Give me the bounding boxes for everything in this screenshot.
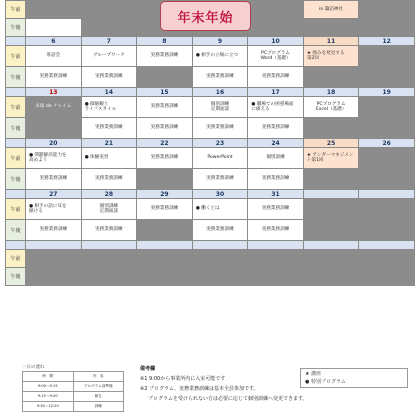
date-number: 18 — [303, 88, 359, 97]
am-schedule-cell: 実務業務訓練 — [137, 97, 193, 118]
date-number — [303, 190, 359, 199]
pm-schedule-cell — [26, 118, 82, 139]
pm-label: 午後 — [6, 220, 26, 241]
flow-activity: 訓練 — [73, 402, 124, 412]
daily-flow-row — [23, 392, 124, 402]
am-schedule-cell: グループワーク — [81, 46, 137, 67]
flow-time: 9:15～9:20 — [23, 392, 74, 402]
schedule-cell — [359, 19, 415, 37]
date-number: 17 — [248, 88, 304, 97]
schedule-cell — [248, 268, 304, 286]
schedule-cell — [81, 19, 137, 37]
date-number — [192, 241, 248, 250]
am-schedule-cell — [359, 46, 415, 67]
legend-item-course: ★ 講座 — [305, 371, 322, 377]
am-schedule-cell: ★ 強みを発見する 第2回 — [303, 46, 359, 67]
week-row-pm — [6, 169, 415, 190]
flow-header-time: 時 間 — [23, 372, 74, 382]
remarks-line: ※2 プログラム、実務業務訓練は基本全員参加です。 — [140, 386, 259, 392]
am-schedule-cell: 実務業務訓練 — [137, 148, 193, 169]
pm-schedule-cell — [137, 67, 193, 88]
pm-schedule-cell — [359, 220, 415, 241]
daily-flow-title: 一日の流れ — [22, 365, 45, 370]
legend-box — [300, 368, 408, 388]
date-number: 28 — [81, 190, 137, 199]
pm-schedule-cell — [303, 220, 359, 241]
am-schedule-cell: 実務業務訓練 — [248, 199, 304, 220]
week-row-pm — [6, 220, 415, 241]
date-header-row — [6, 241, 415, 250]
schedule-cell: in 諏訪神社 — [303, 1, 359, 19]
pm-schedule-cell: 実務業務訓練 — [26, 169, 82, 190]
am-label: 午前 — [6, 199, 26, 220]
schedule-cell — [26, 268, 82, 286]
flow-header-content: 内 容 — [73, 372, 124, 382]
pm-label: 午後 — [6, 118, 26, 139]
am-schedule-cell: 卓球 de チャイム — [26, 97, 82, 118]
week-row-am — [6, 250, 415, 268]
date-row-label — [6, 241, 26, 250]
schedule-cell — [359, 1, 415, 19]
am-schedule-cell: PowerPoint — [192, 148, 248, 169]
schedule-cell — [303, 268, 359, 286]
am-schedule-cell: ● 働くとは — [192, 199, 248, 220]
date-row-label — [6, 190, 26, 199]
pm-schedule-cell: 実務業務訓練 — [248, 118, 304, 139]
date-number: 10 — [248, 37, 304, 46]
schedule-cell — [26, 250, 82, 268]
date-number: 11 — [303, 37, 359, 46]
am-schedule-cell: ● 相手の立場に立つ — [192, 46, 248, 67]
am-label: 午前 — [6, 97, 26, 118]
pm-schedule-cell: 実務業務訓練 — [81, 118, 137, 139]
date-row-label — [6, 37, 26, 46]
pm-schedule-cell: 実務業務訓練 — [192, 169, 248, 190]
date-number: 22 — [137, 139, 193, 148]
daily-flow-header — [23, 372, 124, 382]
schedule-cell — [137, 268, 193, 286]
date-number — [303, 241, 359, 250]
schedule-cell — [192, 250, 248, 268]
pm-schedule-cell: 実務業務訓練 — [192, 220, 248, 241]
week-row-am — [6, 199, 415, 220]
schedule-cell — [248, 250, 304, 268]
date-number: 12 — [359, 37, 415, 46]
date-header-row — [6, 37, 415, 46]
remarks-line: ※1 9:00から事業所内に入室可能です — [140, 376, 226, 382]
new-year-holiday-banner: 年末年始 — [160, 1, 251, 31]
am-schedule-cell: ● 価値観と ライフスタイル — [81, 97, 137, 118]
am-schedule-cell — [359, 97, 415, 118]
am-schedule-cell — [359, 148, 415, 169]
schedule-cell — [26, 1, 82, 19]
pm-label: 午後 — [6, 169, 26, 190]
pm-schedule-cell — [137, 220, 193, 241]
am-schedule-cell: 実務業務訓練 — [137, 199, 193, 220]
date-number: 27 — [26, 190, 82, 199]
remarks-section — [140, 364, 320, 404]
date-number: 29 — [137, 190, 193, 199]
am-schedule-cell: ● 体験実習 — [81, 148, 137, 169]
date-number: 6 — [26, 37, 82, 46]
am-label: 午前 — [6, 250, 26, 268]
pm-schedule-cell — [359, 169, 415, 190]
am-schedule-cell: ● 職場での困惑場面 に備える — [248, 97, 304, 118]
remarks-title: 備考欄 — [140, 366, 156, 372]
pm-schedule-cell: 実務業務訓練 — [192, 67, 248, 88]
pm-schedule-cell: 実務業務訓練 — [81, 169, 137, 190]
am-schedule-cell: 実務業務訓練 — [137, 46, 193, 67]
legend-item-special: ● 特別プログラム — [305, 379, 346, 385]
pm-schedule-cell: 実務業務訓練 — [81, 220, 137, 241]
date-number — [137, 241, 193, 250]
date-number: 20 — [26, 139, 82, 148]
monthly-schedule-table — [5, 0, 415, 286]
schedule-cell — [303, 250, 359, 268]
schedule-cell — [81, 250, 137, 268]
date-number: 9 — [192, 37, 248, 46]
date-number: 21 — [81, 139, 137, 148]
am-schedule-cell: PCプログラム Word（基礎） — [248, 46, 304, 67]
remarks-line: プログラムを受けられない方は必要に応じて個別訓練へ変更できます。 — [148, 396, 308, 402]
date-number: 24 — [248, 139, 304, 148]
week-row-am — [6, 97, 415, 118]
date-number — [359, 241, 415, 250]
am-schedule-cell: PCプログラム Excel（基礎） — [303, 97, 359, 118]
am-label: 午前 — [6, 46, 26, 67]
week-row-pm — [6, 268, 415, 286]
pm-schedule-cell: 実務業務訓練 — [26, 220, 82, 241]
date-header-row — [6, 190, 415, 199]
week-row-pm — [6, 67, 415, 88]
schedule-cell — [192, 268, 248, 286]
pm-schedule-cell — [303, 67, 359, 88]
date-header-row — [6, 139, 415, 148]
week-row-am — [6, 148, 415, 169]
date-number — [26, 241, 82, 250]
pm-schedule-cell: 実務業務訓練 — [248, 220, 304, 241]
date-number: 16 — [192, 88, 248, 97]
footer-area — [0, 364, 420, 420]
date-number: 8 — [137, 37, 193, 46]
flow-time: 9:00～9:15 — [23, 382, 74, 392]
am-schedule-cell — [359, 199, 415, 220]
schedule-cell — [303, 19, 359, 37]
date-number — [359, 190, 415, 199]
pm-schedule-cell: 実務業務訓練 — [192, 118, 248, 139]
flow-activity: プログラム前準備 — [73, 382, 124, 392]
am-schedule-cell: 個別訓練 — [248, 148, 304, 169]
am-label: 午前 — [6, 148, 26, 169]
pm-schedule-cell — [303, 118, 359, 139]
daily-flow-row — [23, 382, 124, 392]
schedule-cell — [26, 19, 82, 37]
am-schedule-cell — [303, 199, 359, 220]
schedule-cell — [248, 19, 304, 37]
date-number: 15 — [137, 88, 193, 97]
date-number: 14 — [81, 88, 137, 97]
date-number — [248, 241, 304, 250]
week-row-am — [6, 46, 415, 67]
date-number: 23 — [192, 139, 248, 148]
date-header-row — [6, 88, 415, 97]
date-row-label — [6, 88, 26, 97]
flow-time: 9:30～12:20 — [23, 402, 74, 412]
date-row-label — [6, 139, 26, 148]
am-schedule-cell: 茶話会 — [26, 46, 82, 67]
pm-schedule-cell: 実務業務訓練 — [26, 67, 82, 88]
flow-activity: 朝礼 — [73, 392, 124, 402]
date-number: 26 — [359, 139, 415, 148]
date-number: 19 — [359, 88, 415, 97]
pm-schedule-cell: 実務業務訓練 — [81, 67, 137, 88]
pm-label: 午後 — [6, 67, 26, 88]
am-schedule-cell: 個別訓練 定期面談 — [192, 97, 248, 118]
am-schedule-cell: ● 相手の話に耳を 傾ける — [26, 199, 82, 220]
date-number: 31 — [248, 190, 304, 199]
date-number: 13 — [26, 88, 82, 97]
pm-schedule-cell — [137, 169, 193, 190]
am-schedule-cell: 個別訓練 定期面談 — [81, 199, 137, 220]
pm-label: 午後 — [6, 268, 26, 286]
date-number: 30 — [192, 190, 248, 199]
pm-schedule-cell: 実務業務訓練 — [137, 118, 193, 139]
daily-flow-row — [23, 402, 124, 412]
am-schedule-cell: ● 問題解決能力を 高めよう — [26, 148, 82, 169]
date-number: 25 — [303, 139, 359, 148]
daily-flow-table — [22, 371, 124, 412]
pm-schedule-cell — [359, 67, 415, 88]
am-label: 午前 — [6, 1, 26, 19]
week-row-pm — [6, 118, 415, 139]
date-number: 7 — [81, 37, 137, 46]
schedule-cell — [81, 1, 137, 19]
date-number — [81, 241, 137, 250]
am-schedule-cell: ★ アンガーマネジメン ト第1回 — [303, 148, 359, 169]
schedule-cell — [359, 268, 415, 286]
pm-schedule-cell: 実務業務訓練 — [248, 169, 304, 190]
schedule-cell — [248, 1, 304, 19]
pm-schedule-cell — [303, 169, 359, 190]
pm-label: 午後 — [6, 19, 26, 37]
schedule-cell — [137, 250, 193, 268]
schedule-cell — [359, 250, 415, 268]
pm-schedule-cell — [359, 118, 415, 139]
pm-schedule-cell: 実務業務訓練 — [248, 67, 304, 88]
schedule-cell — [81, 268, 137, 286]
